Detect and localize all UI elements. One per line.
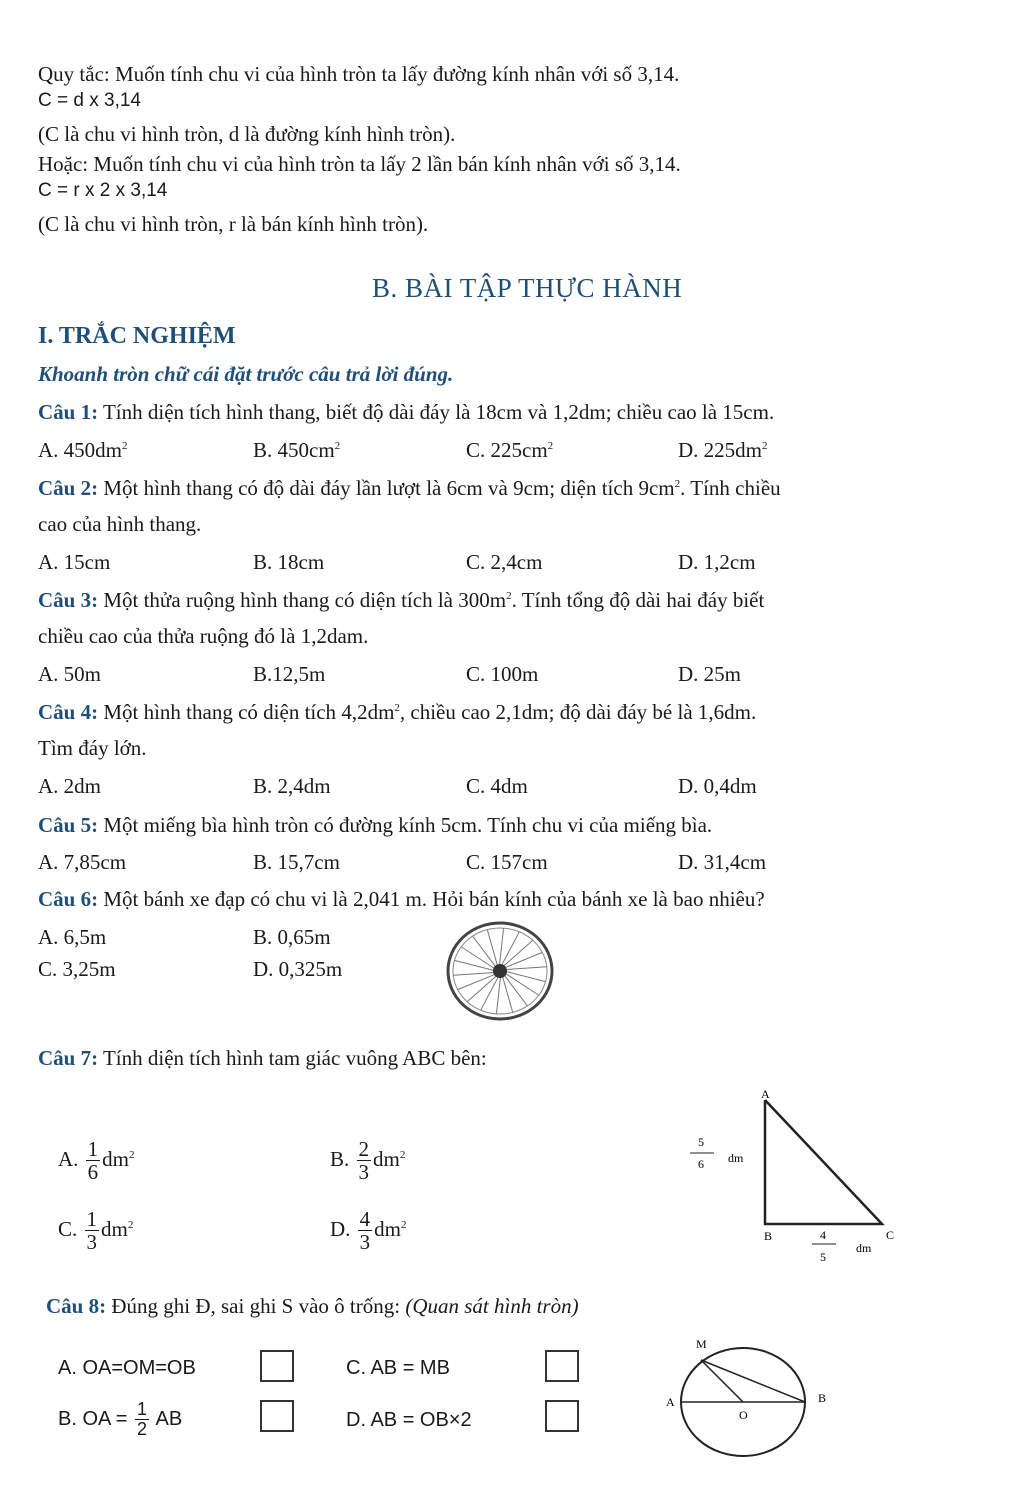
rule-formula-2: C = r x 2 x 3,14 — [38, 180, 168, 201]
q5-option-b[interactable]: B. 15,7cm — [253, 850, 340, 874]
q5-option-d[interactable]: D. 31,4cm — [678, 850, 767, 874]
wheel-spoke — [481, 975, 500, 1010]
q6-option-a[interactable]: A. 6,5m — [38, 925, 107, 949]
q2-option-a[interactable]: A. 15cm — [38, 550, 111, 574]
q4-option-d[interactable]: D. 0,4dm — [678, 774, 757, 798]
question-3-cont: chiều cao của thửa ruộng đó là 1,2dam. — [38, 624, 369, 648]
wheel-spoke — [467, 974, 498, 1001]
side-bc-unit: dm — [856, 1241, 872, 1255]
q5-option-c[interactable]: C. 157cm — [466, 850, 548, 874]
q1-option-b[interactable]: B. $450cm^2$ — [253, 438, 341, 462]
rule-line-3: Hoặc: Muốn tính chu vi của hình tròn ta lấy 2 lần bán kính nhân với số 3,14. — [38, 152, 681, 176]
q8-statement-a: A. OA=OM=OB — [58, 1357, 196, 1379]
q4-option-b[interactable]: B. 2,4dm — [253, 774, 331, 798]
q7-option-c[interactable]: C. $\frac{1}{3}$ $dm^2$ — [58, 1207, 134, 1255]
question-4-label: Câu 4: — [38, 700, 99, 724]
vertex-a-label: A — [761, 1087, 770, 1101]
q5-option-a[interactable]: A. 7,85cm — [38, 850, 127, 874]
wheel-spoke — [453, 972, 496, 975]
q4-option-a[interactable]: A. 2dm — [38, 774, 101, 798]
vertex-c-label: C — [886, 1228, 895, 1242]
q3-option-b[interactable]: B.12,5m — [253, 662, 326, 686]
question-2-label: Câu 2: — [38, 476, 99, 500]
q8-answer-box-b[interactable] — [260, 1400, 294, 1432]
q8-statement-b: B. OA = $\frac{1}{2}$ AB — [58, 1399, 183, 1439]
question-2: Câu 2: Một hình thang có độ dài đáy lần lượt là 6cm và 9cm; diện tích $9cm^2$. Tính chiều — [38, 476, 781, 500]
q2-option-b[interactable]: B. 18cm — [253, 550, 325, 574]
instruction: Khoanh tròn chữ cái đặt trước câu trả lời đúng. — [38, 362, 454, 386]
question-1-label: Câu 1: — [38, 400, 99, 424]
question-6: Câu 6: Một bánh xe đạp có chu vi là 2,041 m. Hỏi bán kính của bánh xe là bao nhiêu? — [38, 887, 765, 911]
question-6-label: Câu 6: — [38, 887, 99, 911]
q8-statement-c: C. AB = MB — [346, 1357, 450, 1379]
wheel-spoke — [502, 940, 533, 967]
wheel-spoke — [458, 974, 497, 990]
rule-formula-1: C = d x 3,14 — [38, 90, 141, 111]
q8-answer-box-a[interactable] — [260, 1350, 294, 1382]
q3-option-a[interactable]: A. 50m — [38, 662, 101, 686]
rule-line-2: (C là chu vi hình tròn, d là đường kính hình tròn). — [38, 122, 456, 146]
question-5: Câu 5: Một miếng bìa hình tròn có đường kính 5cm. Tính chu vi của miếng bìa. — [38, 813, 713, 837]
q1-option-a[interactable]: A. $450dm^2$ — [38, 438, 128, 462]
wheel-spoke — [504, 967, 547, 970]
triangle-abc — [765, 1100, 882, 1224]
q7-option-a[interactable]: A. $\frac{1}{6}$ $dm^2$ — [58, 1137, 135, 1185]
question-4: Câu 4: Một hình thang có diện tích $4,2dm^2$, chiều cao 2,1dm; độ dài đáy bé là 1,6dm. — [38, 700, 757, 724]
question-7: Câu 7: Tính diện tích hình tam giác vuông ABC bên: — [38, 1046, 487, 1070]
question-8: Câu 8: Đúng ghi Đ, sai ghi S vào ô trống: (Quan sát hình tròn) — [46, 1294, 579, 1318]
q6-option-b[interactable]: B. 0,65m — [253, 925, 331, 949]
q7-option-d[interactable]: D. $\frac{4}{3}$ $dm^2$ — [330, 1207, 407, 1255]
q8-answer-box-c[interactable] — [545, 1350, 579, 1382]
point-b-label: B — [818, 1391, 827, 1405]
q8-statement-d: D. AB = OB×2 — [346, 1409, 472, 1431]
q8-answer-box-d[interactable] — [545, 1400, 579, 1432]
side-ab-den: 6 — [698, 1157, 704, 1171]
q6-option-d[interactable]: D. 0,325m — [253, 957, 343, 981]
bicycle-wheel-figure — [444, 918, 556, 1024]
point-o-label: O — [739, 1408, 748, 1422]
rule-line-4: (C là chu vi hình tròn, r là bán kính hình tròn). — [38, 212, 429, 236]
question-1-text: Tính diện tích hình thang, biết độ dài đáy là 18cm và 1,2dm; chiều cao là 15cm. — [102, 400, 775, 424]
rule-line-1: Quy tắc: Muốn tính chu vi của hình tròn ta lấy đường kính nhân với số 3,14. — [38, 62, 680, 86]
right-triangle-figure — [670, 1086, 900, 1276]
q1-option-d[interactable]: D. $225dm^2$ — [678, 438, 768, 462]
wheel-spoke — [487, 930, 498, 968]
question-8-label: Câu 8: — [46, 1294, 107, 1318]
q3-option-d[interactable]: D. 25m — [678, 662, 741, 686]
question-5-label: Câu 5: — [38, 813, 99, 837]
section-title: B. BÀI TẬP THỰC HÀNH — [372, 273, 683, 303]
question-8-note: (Quan sát hình tròn) — [405, 1294, 579, 1318]
part-title: I. TRẮC NGHIỆM — [38, 323, 236, 349]
wheel-spoke — [503, 952, 542, 968]
point-a-label: A — [666, 1395, 675, 1409]
radius-om — [701, 1360, 743, 1402]
question-2-cont: cao của hình thang. — [38, 512, 202, 536]
q1-option-c[interactable]: C. $225cm^2$ — [466, 438, 554, 462]
wheel-spoke — [499, 928, 503, 967]
question-3: Câu 3: Một thửa ruộng hình thang có diện tích là $300m^2$. Tính tổng độ dài hai đáy biết — [38, 588, 765, 612]
side-ab-unit: dm — [728, 1151, 744, 1165]
question-4-cont: Tìm đáy lớn. — [38, 736, 147, 760]
side-bc-den: 5 — [820, 1250, 826, 1264]
wheel-spoke — [496, 975, 500, 1014]
q2-option-c[interactable]: C. 2,4cm — [466, 550, 543, 574]
q2-option-d[interactable]: D. 1,2cm — [678, 550, 756, 574]
side-ab-num: 5 — [698, 1135, 704, 1149]
wheel-spoke — [502, 974, 513, 1012]
circle-figure — [660, 1330, 840, 1460]
question-1 — [38, 400, 774, 425]
side-bc-num: 4 — [820, 1228, 826, 1242]
q7-option-b[interactable]: B. $\frac{2}{3}$ $dm^2$ — [330, 1137, 406, 1185]
wheel-spoke — [501, 932, 520, 967]
q4-option-c[interactable]: C. 4dm — [466, 774, 528, 798]
wheel-hub — [493, 964, 507, 978]
point-m-label: M — [696, 1337, 707, 1351]
question-7-label: Câu 7: — [38, 1046, 99, 1070]
q3-option-c[interactable]: C. 100m — [466, 662, 539, 686]
q6-option-c[interactable]: C. 3,25m — [38, 957, 116, 981]
question-3-label: Câu 3: — [38, 588, 99, 612]
vertex-b-label: B — [764, 1229, 773, 1243]
